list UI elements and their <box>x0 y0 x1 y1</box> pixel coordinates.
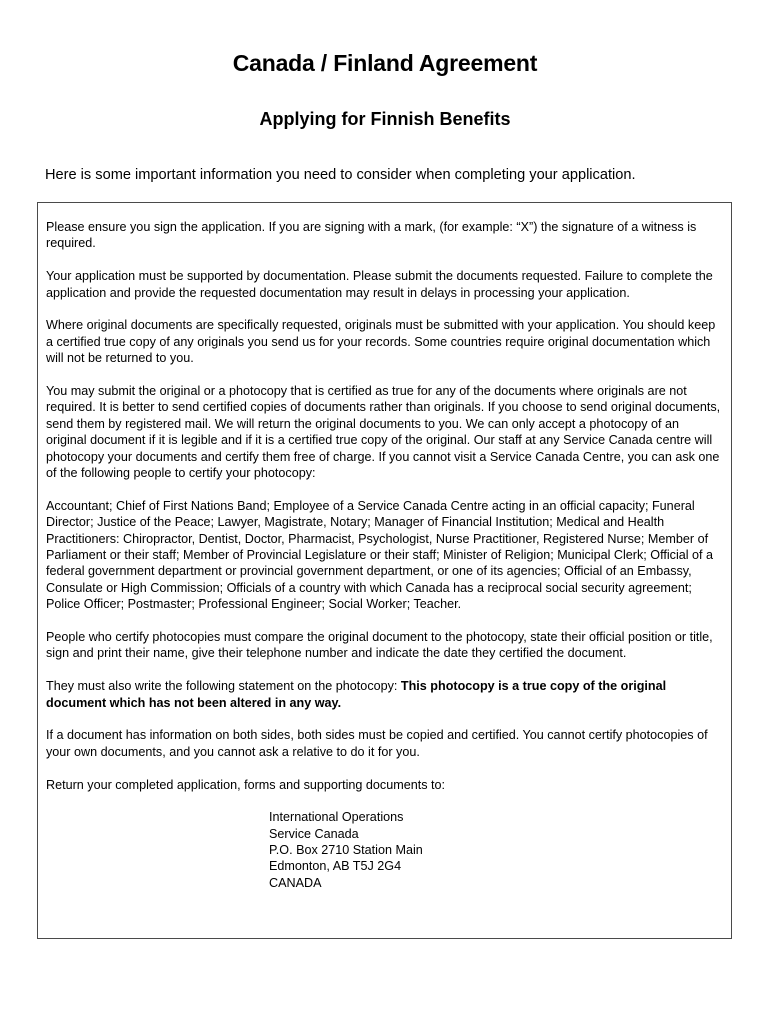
originals-paragraph: Where original documents are specifically requested, originals must be submitted with your application. You should keep a certified true copy of any originals you send us for your records. Some countries require original documentation which will not be returned to you. <box>46 318 716 366</box>
photocopy-paragraph: You may submit the original or a photocopy that is certified as true for any of the documents where originals are not required. It is better to send certified copies of documents rather than originals. If you choose to send original documents, send them by registered mail. We will return the original documents to you. We can only accept a photocopy of an original document if it is legible and if it is a certified true copy of the original. Our staff at any Service Canada centre will photocopy your documents and certify them free of charge. If you cannot visit a Service Canada Centre, you can ask one of the following people to certify your photocopy: <box>46 384 721 481</box>
page-title: Canada / Finland Agreement <box>232 50 538 76</box>
both-sides-paragraph: If a document has information on both sides, both sides must be copied and certified. You cannot certify photocopies of your own documents, and you cannot ask a relative to do it for you. <box>46 728 708 759</box>
information-box <box>37 202 732 939</box>
statement-bold: This photocopy is a true copy of the original document which has not been altered in any way. <box>46 679 667 710</box>
address-line-department: Service Canada <box>269 826 359 841</box>
address-line-organization: International Operations <box>269 810 404 825</box>
statement-paragraph <box>46 678 723 711</box>
mailing-address <box>269 809 723 891</box>
intro-text: Here is some important information you need to consider when completing your application. <box>45 167 636 183</box>
address-line-city: Edmonton, AB T5J 2G4 <box>269 859 402 874</box>
certifiers-paragraph: Accountant; Chief of First Nations Band; Employee of a Service Canada Centre acting in an official capacity; Funeral Director; Justice of the Peace; Lawyer, Magistrate, Notary; Manager of Financial Institution; Medical and Health Practitioners: Chiropractor, Dentist, Doctor, Pharmacist, Psychologist, Nurse Practitioner, Registered Nurse; Member of Parliament or their staff; Member of Provincial Legislature or their staff; Minister of Religion; Municipal Clerk; Official of a federal government department or provincial government department, or one of its agencies; Official of an Embassy, Consulate or High Commission; Officials of a country with which Canada has a reciprocal social security agreement; Police Officer; Postmaster; Professional Engineer; Social Worker; Teacher. <box>46 498 714 612</box>
return-paragraph: Return your completed application, forms and supporting documents to: <box>46 777 446 792</box>
address-line-country: CANADA <box>269 875 322 890</box>
statement-prefix: They must also write the following statement on the photocopy: <box>46 679 401 694</box>
page-subtitle: Applying for Finnish Benefits <box>259 109 511 129</box>
compare-paragraph: People who certify photocopies must compare the original document to the photocopy, state their official position or title, sign and print their name, give their telephone number and indicate the date they certified the document. <box>46 630 713 661</box>
address-line-po-box: P.O. Box 2710 Station Main <box>269 842 423 857</box>
signature-paragraph: Please ensure you sign the application. If you are signing with a mark, (for example: “X”) the signature of a witness is required. <box>46 220 697 251</box>
documentation-paragraph: Your application must be supported by documentation. Please submit the documents requested. Failure to complete the application and provide the requested documentation may result in delays in processing your application. <box>46 269 713 300</box>
